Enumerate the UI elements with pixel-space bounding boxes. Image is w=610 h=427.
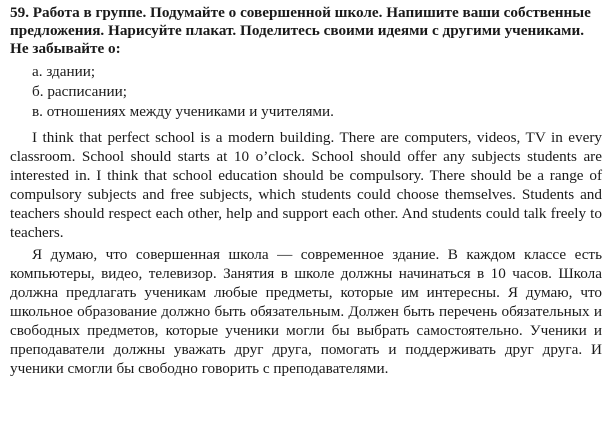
task-item-building: а. здании;	[32, 63, 96, 80]
task-heading: 59. Работа в группе. Подумайте о совершенной школе. Напишите ваши собственные предложения. Нарисуйте плакат. Поделитесь своими идеями с другими учениками. Не забывайте о:	[10, 4, 591, 57]
task-item-relationships: в. отношениях между учениками и учителями.	[32, 103, 334, 120]
answer-english: I think that perfect school is a modern building. There are computers, videos, TV in every classroom. School should starts at 10 o’clock. School should offer any subjects students are interested in. I think that school education should be compulsory. There should be a range of compulsory subjects and free subjects, which students could choose themselves. Students and teachers should respect each other, help and support each other. And students could talk freely to teachers.	[10, 129, 602, 241]
textbook-page	[10, 4, 602, 378]
task-item-schedule: б. расписании;	[32, 83, 127, 100]
answer-russian: Я думаю, что совершенная школа — современное здание. В каждом классе есть компьютеры, видео, телевизор. Занятия в школе должны начинаться в 10 часов. Школа должна предлагать ученикам любые предметы, которые им интересны. Я думаю, что школьное образование должно быть обязательным. Должен быть перечень обязательных и свободных предметов, которые ученики могли бы выбрать самостоятельно. Ученики и преподаватели должны уважать друг друга, помогать и поддерживать друг друга. И ученики смогли бы свободно говорить с преподавателями.	[10, 246, 602, 377]
task-list	[32, 62, 602, 122]
